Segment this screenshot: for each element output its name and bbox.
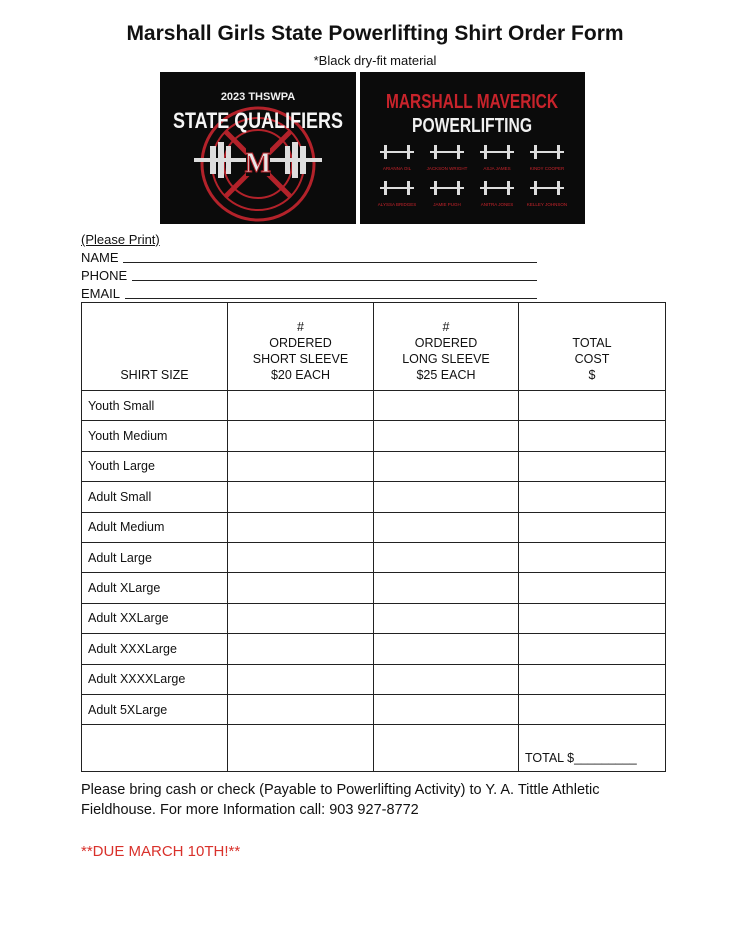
header-line: SHIRT SIZE xyxy=(120,368,189,382)
header-line: LONG SLEEVE xyxy=(402,352,490,366)
back-team-sport: POWERLIFTING xyxy=(412,115,532,137)
long-sleeve-qty-cell[interactable] xyxy=(374,542,519,572)
form-title: Marshall Girls State Powerlifting Shirt Order Form xyxy=(126,22,624,45)
long-sleeve-qty-cell[interactable] xyxy=(374,391,519,421)
size-cell: Adult 5XLarge xyxy=(82,694,228,724)
short-sleeve-qty-cell[interactable] xyxy=(228,391,374,421)
order-table xyxy=(81,302,666,772)
shirt-back-design-image xyxy=(360,72,585,224)
material-note: *Black dry-fit material xyxy=(313,53,437,68)
long-sleeve-qty-cell[interactable] xyxy=(374,603,519,633)
total-cost-cell[interactable] xyxy=(519,573,666,603)
long-sleeve-qty-cell[interactable] xyxy=(374,482,519,512)
size-cell: Adult XXXXLarge xyxy=(82,664,228,694)
total-cost-cell[interactable] xyxy=(519,421,666,451)
long-sleeve-qty-cell[interactable] xyxy=(374,634,519,664)
short-sleeve-qty-cell[interactable] xyxy=(228,573,374,603)
header-line: $20 EACH xyxy=(270,368,331,382)
short-sleeve-qty-cell[interactable] xyxy=(228,451,374,481)
athlete-name: ANITRA JONES xyxy=(480,202,514,207)
size-cell: Youth Large xyxy=(82,451,228,481)
header-long-sleeve xyxy=(374,303,519,391)
long-sleeve-qty-cell[interactable] xyxy=(374,664,519,694)
header-line: TOTAL xyxy=(572,336,612,350)
total-cost-cell[interactable] xyxy=(519,542,666,572)
email-label: EMAIL xyxy=(81,286,121,301)
header-line: ORDERED xyxy=(269,336,332,350)
athlete-name: ASJA JAMES xyxy=(483,166,511,171)
table-row xyxy=(82,391,666,421)
table-row xyxy=(82,421,666,451)
total-row xyxy=(82,725,666,772)
table-row xyxy=(82,664,666,694)
name-line[interactable] xyxy=(123,262,537,263)
empty-cell xyxy=(228,725,374,772)
email-field[interactable] xyxy=(81,286,537,301)
long-sleeve-qty-cell[interactable] xyxy=(374,694,519,724)
email-line[interactable] xyxy=(125,298,537,299)
table-row xyxy=(82,603,666,633)
short-sleeve-qty-cell[interactable] xyxy=(228,603,374,633)
header-total-cost xyxy=(519,303,666,391)
short-sleeve-qty-cell[interactable] xyxy=(228,542,374,572)
short-sleeve-qty-cell[interactable] xyxy=(228,664,374,694)
shirt-front-design-image xyxy=(160,72,356,224)
header-line: SHORT SLEEVE xyxy=(252,352,349,366)
total-cost-cell[interactable] xyxy=(519,391,666,421)
table-row xyxy=(82,482,666,512)
logo-letter: M xyxy=(244,148,272,179)
short-sleeve-qty-cell[interactable] xyxy=(228,634,374,664)
athlete-name: ARIANNA OIL xyxy=(382,166,412,171)
athlete-name: ALYSSA BRIDGES xyxy=(377,202,417,207)
long-sleeve-qty-cell[interactable] xyxy=(374,573,519,603)
header-line: # xyxy=(442,320,450,334)
name-label: NAME xyxy=(81,250,119,265)
size-cell: Adult Large xyxy=(82,542,228,572)
phone-label: PHONE xyxy=(81,268,128,283)
size-cell: Adult Medium xyxy=(82,512,228,542)
table-row xyxy=(82,542,666,572)
total-cost-cell[interactable] xyxy=(519,603,666,633)
size-cell: Adult XXXLarge xyxy=(82,634,228,664)
athlete-name: JAMIE PUGH xyxy=(433,202,461,207)
long-sleeve-qty-cell[interactable] xyxy=(374,421,519,451)
table-row xyxy=(82,634,666,664)
header-line: COST xyxy=(574,352,610,366)
table-row xyxy=(82,694,666,724)
header-short-sleeve xyxy=(228,303,374,391)
empty-cell xyxy=(374,725,519,772)
total-cost-cell[interactable] xyxy=(519,512,666,542)
design-year: 2023 THSWPA xyxy=(220,91,296,103)
size-cell: Adult XLarge xyxy=(82,573,228,603)
short-sleeve-qty-cell[interactable] xyxy=(228,482,374,512)
athlete-name: KELLEY JOHNSON xyxy=(526,202,568,207)
short-sleeve-qty-cell[interactable] xyxy=(228,421,374,451)
long-sleeve-qty-cell[interactable] xyxy=(374,512,519,542)
athlete-name: JACKSON WRIGHT xyxy=(426,166,468,171)
due-date-notice: **DUE MARCH 10TH!** xyxy=(81,843,241,860)
name-field[interactable] xyxy=(81,250,537,265)
design-headline: STATE QUALIFIERS xyxy=(173,108,343,133)
total-cost-cell[interactable] xyxy=(519,634,666,664)
table-row xyxy=(82,512,666,542)
total-cost-cell[interactable] xyxy=(519,482,666,512)
phone-field[interactable] xyxy=(81,268,537,283)
header-shirt-size xyxy=(82,303,228,391)
grand-total-cell[interactable]: TOTAL $_________ xyxy=(519,725,666,772)
table-row xyxy=(82,451,666,481)
header-line: # xyxy=(297,320,304,334)
size-cell: Adult XXLarge xyxy=(82,603,228,633)
athlete-name: KINDY COOPER xyxy=(529,166,565,171)
empty-cell xyxy=(82,725,228,772)
table-row xyxy=(82,573,666,603)
total-cost-cell[interactable] xyxy=(519,451,666,481)
total-cost-cell[interactable] xyxy=(519,664,666,694)
print-note: (Please Print) xyxy=(81,232,160,247)
header-line: $ xyxy=(588,368,596,382)
size-cell: Youth Small xyxy=(82,391,228,421)
header-line: ORDERED xyxy=(414,336,478,350)
phone-line[interactable] xyxy=(132,280,537,281)
total-cost-cell[interactable] xyxy=(519,694,666,724)
short-sleeve-qty-cell[interactable] xyxy=(228,512,374,542)
short-sleeve-qty-cell[interactable] xyxy=(228,694,374,724)
long-sleeve-qty-cell[interactable] xyxy=(374,451,519,481)
table-header-row xyxy=(82,303,666,391)
header-line: $25 EACH xyxy=(416,368,476,382)
size-cell: Youth Medium xyxy=(82,421,228,451)
size-cell: Adult Small xyxy=(82,482,228,512)
payment-instructions: Please bring cash or check (Payable to Powerlifting Activity) to Y. A. Tittle Athletic Fieldhouse. For more Information call: 903 927-8772 xyxy=(81,782,600,818)
back-team-name: MARSHALL MAVERICK xyxy=(386,91,559,113)
